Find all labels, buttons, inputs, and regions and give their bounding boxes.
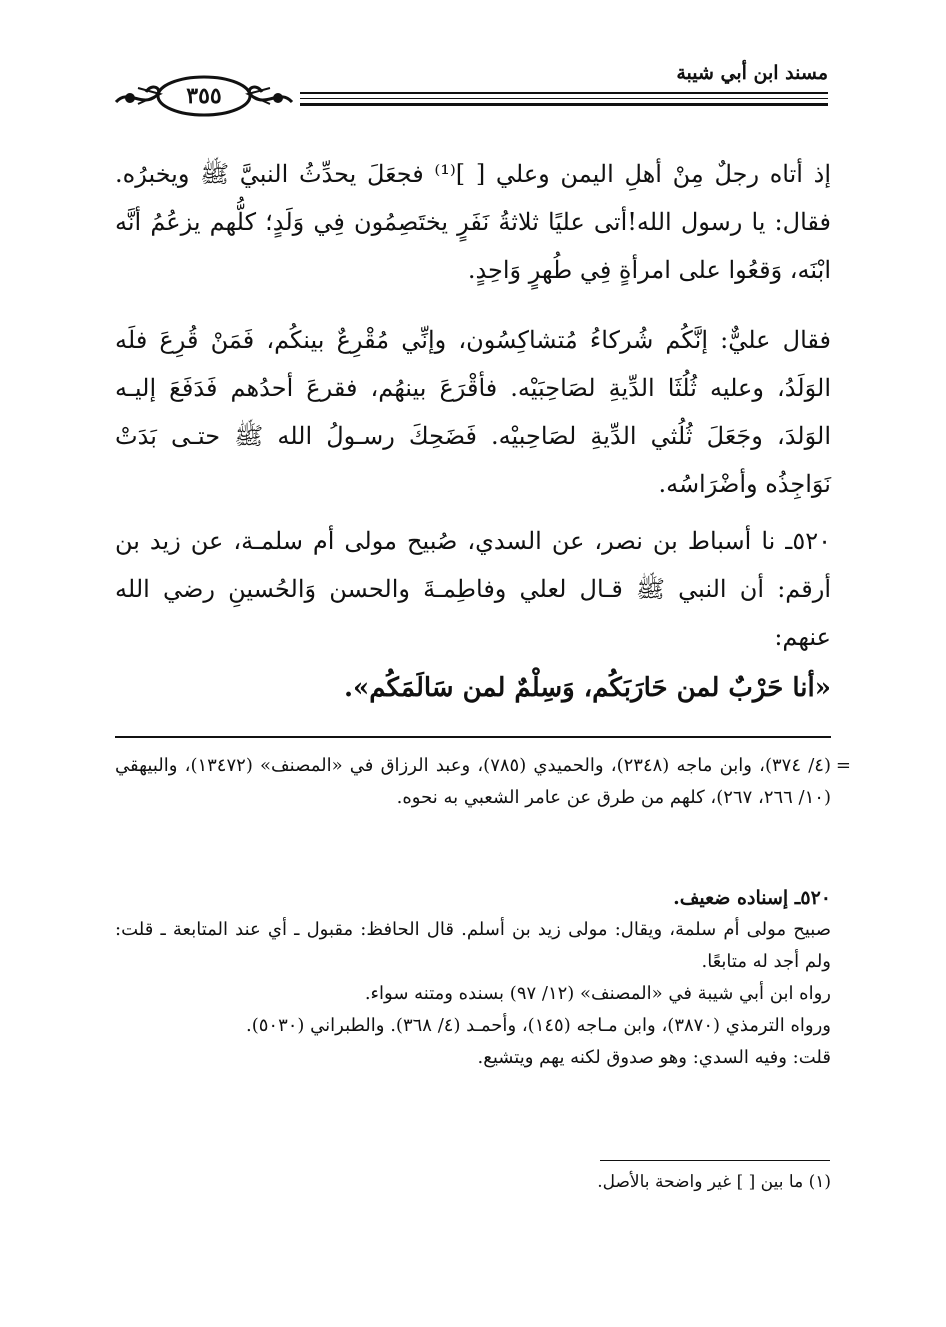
footnote-divider: [600, 1160, 830, 1161]
continuation-mark: =: [835, 755, 851, 776]
header-rule: [300, 92, 828, 94]
footnote: (١) ما بين [ ] غير واضحة بالأصل.: [597, 1172, 831, 1192]
note-line: ورواه الترمذي (٣٨٧٠)، وابن مـاجه (١٤٥)، وأحمـد (٤/ ٣٦٨). والطبراني (٥٠٣٠).: [246, 1015, 831, 1036]
body-paragraph: فقال عليٌّ: إنَّكُم شُركاءُ مُتشاكِسُون، وإنِّي مُقْرِعٌ بينكُم، فَمَنْ قُرِعَ فلَه الوَلَدُ، وعليه ثُلُثَا الدِّيةِ لصَاحِبَيْه. فأقْرَعَ بينهُم، فقرعَ أحدُهم فَدَفَعَ إليـه الوَلدَ، وجَعَلَ ثُلُثي الدِّيةِ لصَاحِبيْه. فَضَحِكَ رسـولُ الله ﷺ حتـى بَدَتْ نَوَاجِذُه وأضْرَاسُه.: [115, 326, 831, 498]
note-text: (٤/ ٣٧٤)، وابن ماجه (٢٣٤٨)، والحميدي (٧٨٥)، وعبد الرزاق في «المصنف» (١٣٤٧٢)، والبيهقي (١٠/ ٢٦٦، ٢٦٧)، كلهم من طرق عن عامر الشعبي به نحوه.: [115, 755, 831, 808]
note-520: [115, 882, 831, 1074]
header-rule: [300, 103, 828, 106]
note-line: رواه ابن أبي شيبة في «المصنف» (١٢/ ٩٧) بسنده ومتنه سواء.: [364, 983, 831, 1004]
body-paragraph: إذ أتاه رجلٌ مِنْ أهلِ اليمن وعلي [ ]⁽¹⁾ فجعَلَ يحدِّثُ النبيَّ ﷺ ويخبرُه. فقال: يا رسول الله!أتى عليًا ثلاثةُ نَفَرٍ يختَصِمُون فِي وَلَدٍ؛ كلُّهم يزعُمُ أنَّه ابْنَه، وَقعُوا على امرأةٍ فِي طُهرٍ وَاحِدٍ.: [115, 160, 831, 284]
running-title: مسند ابن أبي شيبة: [676, 62, 828, 84]
notes-divider: [115, 736, 831, 738]
header-rule: [300, 98, 828, 99]
note-continuation: [115, 750, 851, 814]
note-heading: ٥٢٠ـ إسناده ضعيف.: [673, 887, 831, 909]
hadith-paragraph: ٥٢٠ـ نا أسباط بن نصر، عن السدي، صُبيح مولى أم سلمـة، عن زيد بن أرقم: أن النبي ﷺ قـال لعلي وفاطِمـةَ والحسن وَالحُسينِ رضي الله عنهم:: [115, 527, 831, 651]
hadith-quote: «أنا حَرْبٌ لمن حَارَبَكُم، وَسِلْمٌ لمن سَالَمَكُم».: [343, 673, 831, 703]
note-line: قلت: وفيه السدي: وهو صدوق لكنه يهم ويتشيع.: [477, 1047, 831, 1068]
note-line: صبيح مولى أم سلمة، ويقال: مولى زيد بن أسلم. قال الحافظ: مقبول ـ أي عند المتابعة ـ قلت: ولم أجد له متابعًا.: [115, 919, 831, 972]
page-number: ٣٥٥: [186, 83, 222, 109]
